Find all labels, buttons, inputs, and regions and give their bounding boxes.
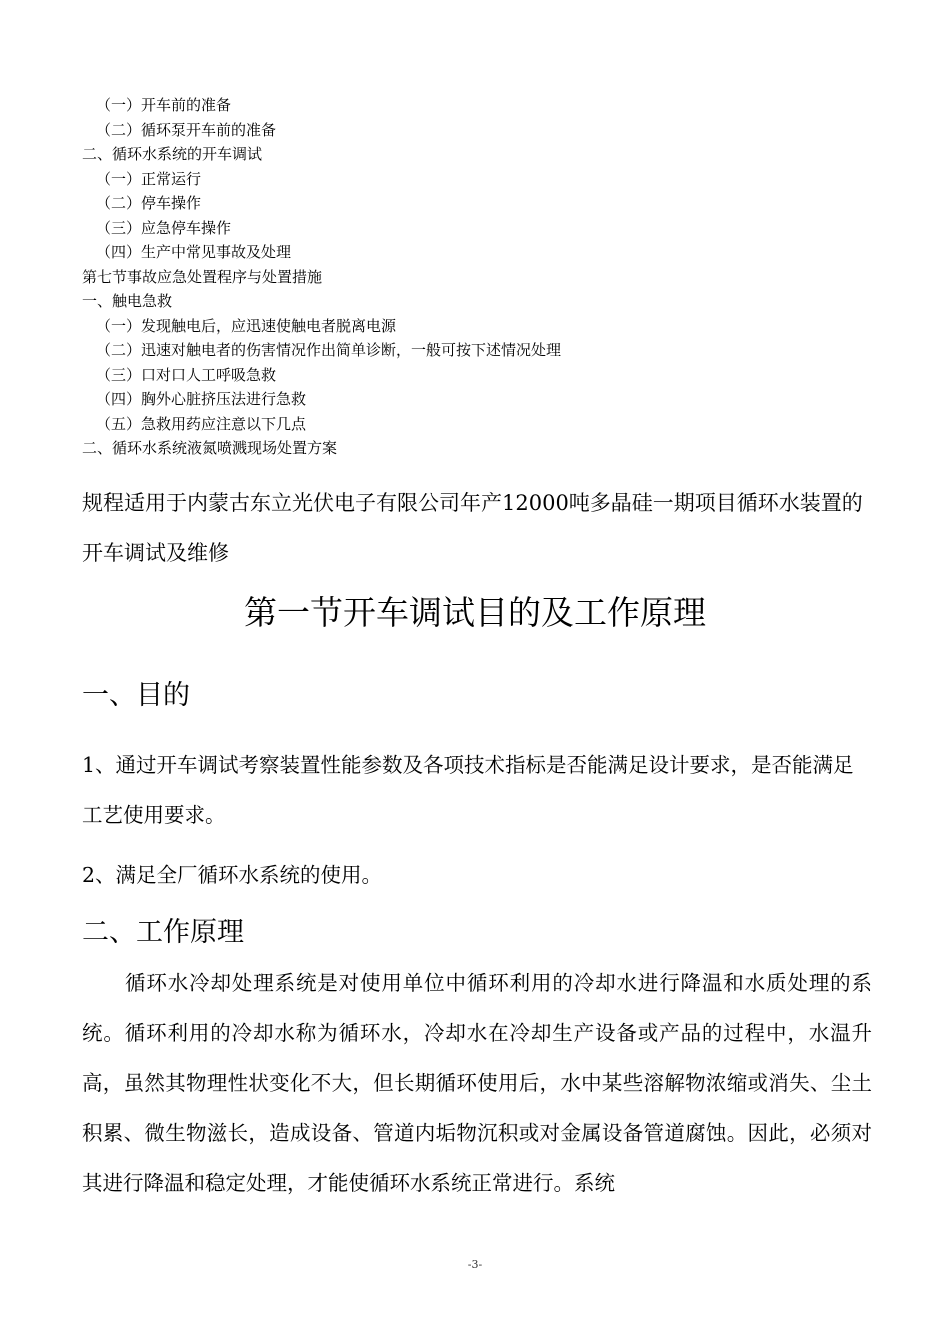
- toc-item[interactable]: （一）发现触电后，应迅速使触电者脱离电源: [96, 316, 397, 335]
- toc-item[interactable]: （三）口对口人工呼吸急救: [96, 365, 277, 384]
- toc-item[interactable]: （四）生产中常见事故及处理: [96, 243, 292, 261]
- table-of-contents: [82, 93, 882, 461]
- toc-item[interactable]: （五）急救用药应注意以下几点: [96, 414, 307, 433]
- toc-item[interactable]: （一）正常运行: [96, 169, 202, 188]
- principle-heading: 二、工作原理: [82, 917, 244, 948]
- toc-item[interactable]: （二）循环泵开车前的准备: [96, 120, 277, 139]
- toc-item[interactable]: 二、循环水系统的开车调试: [82, 145, 263, 163]
- toc-item[interactable]: 二、循环水系统液氮喷溅现场处置方案: [82, 439, 338, 457]
- section-title: 第一节开车调试目的及工作原理: [244, 593, 706, 632]
- purpose-item-2: 2、满足全厂循环水系统的使用。: [82, 863, 383, 887]
- toc-item[interactable]: 一、触电急救: [82, 292, 173, 310]
- purpose-item-1: 1、通过开车调试考察装置性能参数及各项技术指标是否能满足设计要求，是否能满足工艺使用要求。: [82, 753, 854, 827]
- purpose-heading: 一、目的: [82, 680, 190, 711]
- toc-item[interactable]: （二）迅速对触电者的伤害情况作出简单诊断，一般可按下述情况处理: [96, 341, 562, 359]
- page-number: -3-: [467, 1258, 483, 1271]
- toc-item[interactable]: （四）胸外心脏挤压法进行急救: [96, 390, 307, 408]
- toc-item[interactable]: （三）应急停车操作: [96, 218, 232, 237]
- toc-item[interactable]: （二）停车操作: [96, 194, 202, 212]
- principle-paragraph: 循环水冷却处理系统是对使用单位中循环利用的冷却水进行降温和水质处理的系统。循环利用的冷却水称为循环水，冷却水在冷却生产设备或产品的过程中，水温升高，虽然其物理性状变化不大，但长期循环使用后，水中某些溶解物浓缩或消失、尘土积累、微生物滋长，造成设备、管道内垢物沉积或对金属设备管道腐蚀。因此，必须对其进行降温和稳定处理，才能使循环水系统正常进行。系统: [82, 971, 872, 1195]
- toc-item[interactable]: （一）开车前的准备: [96, 96, 232, 114]
- scope-paragraph: 规程适用于内蒙古东立光伏电子有限公司年产12000吨多晶硅一期项目循环水装置的开车调试及维修: [82, 491, 863, 565]
- toc-item[interactable]: 第七节事故应急处置程序与处置措施: [82, 267, 323, 286]
